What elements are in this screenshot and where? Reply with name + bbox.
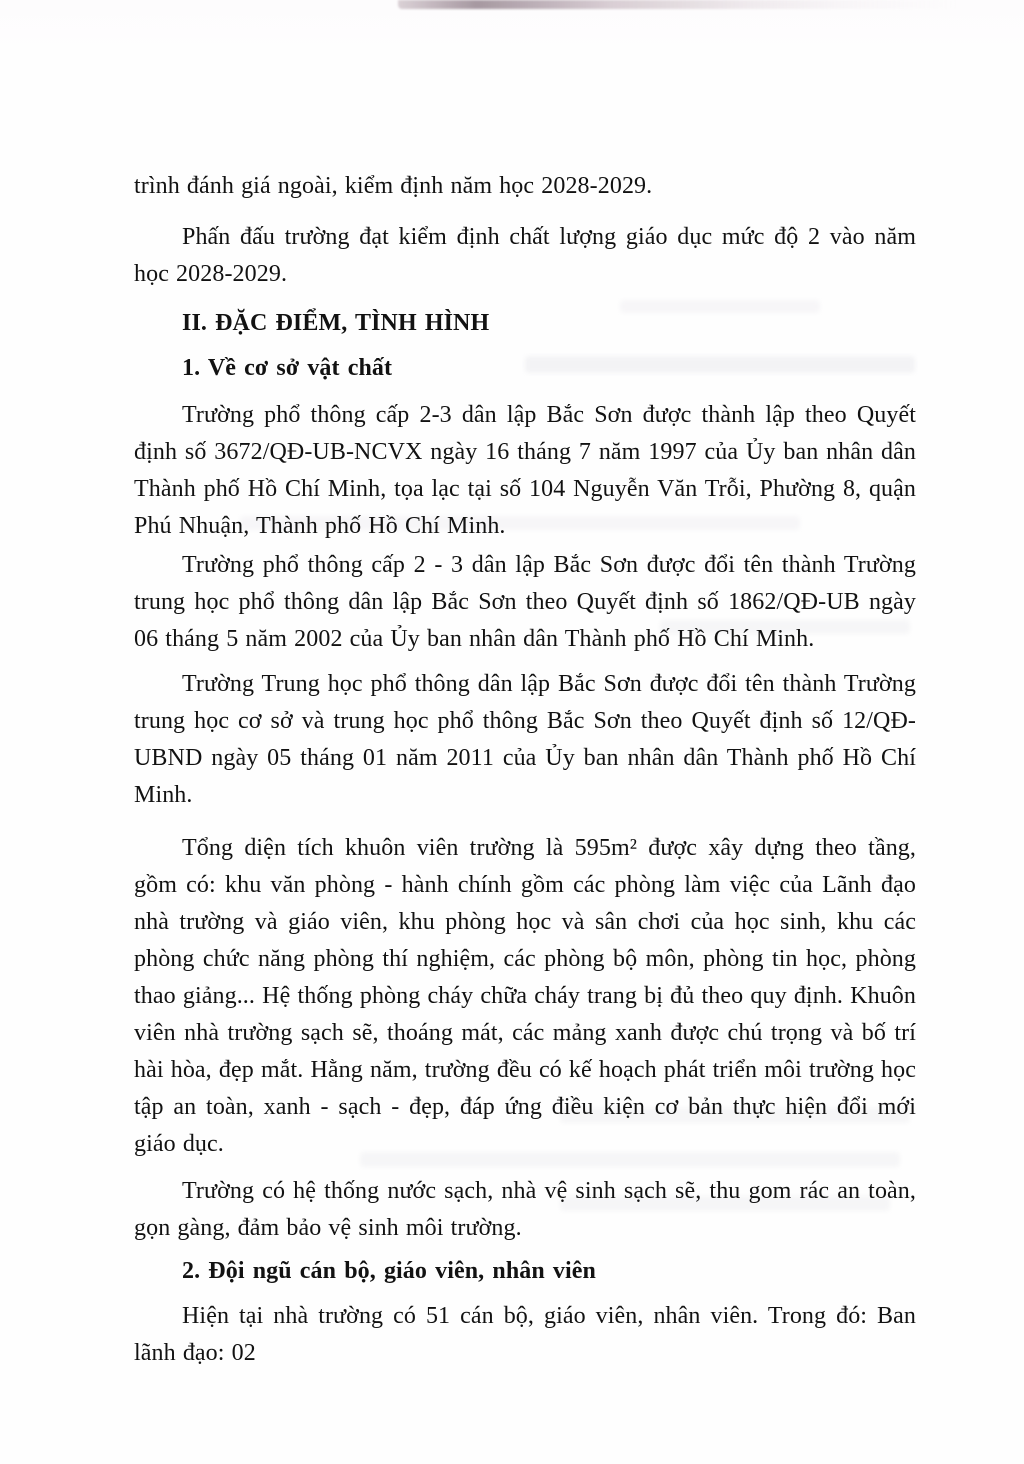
- paragraph-doi-ten-2011: Trường Trung học phổ thông dân lập Bắc Sơn được đổi tên thành Trường trung học cơ sở và trung học phổ thông Bắc Sơn theo Quyết định số 12/QĐ-UBND ngày 05 tháng 01 năm 2011 của Ủy ban nhân dân Thành phố Hồ Chí Minh.: [134, 671, 916, 808]
- paragraph-thanh-lap-1997: Trường phổ thông cấp 2-3 dân lập Bắc Sơn được thành lập theo Quyết định số 3672/QĐ-UB-NCVX ngày 16 tháng 7 năm 1997 của Ủy ban nhân dân Thành phố Hồ Chí Minh, tọa lạc tại số 104 Nguyễn Văn Trỗi, Phường 8, quận Phú Nhuận, Thành phố Hồ Chí Minh.: [134, 402, 916, 539]
- paragraph-dien-tich-khuon-vien: Tổng diện tích khuôn viên trường là 595m² được xây dựng theo tầng, gồm có: khu văn phòng - hành chính gồm các phòng làm việc của Lãnh đạo nhà trường và giáo viên, khu phòng học và sân chơi của học sinh, khu các phòng chức năng phòng thí nghiệm, các phòng bộ môn, phòng tin học, phòng thao giảng... Hệ thống phòng cháy chữa cháy trang bị đủ theo quy định. Khuôn viên nhà trường sạch sẽ, thoáng mát, các mảng xanh được chú trọng và bố trí hài hòa, đẹp mắt. Hằng năm, trường đều có kế hoạch phát triển môi trường học tập an toàn, xanh - sạch - đẹp, đáp ứng điều kiện cơ bản thực hiện đổi mới giáo dục.: [134, 835, 916, 1157]
- scan-artifact-top-edge: [398, 0, 958, 9]
- section-heading-ii-dac-diem-tinh-hinh: II. ĐẶC ĐIỂM, TÌNH HÌNH: [182, 310, 490, 336]
- document-body-text: [134, 168, 916, 1372]
- paragraph-doi-ten-2002: Trường phổ thông cấp 2 - 3 dân lập Bắc Sơn được đổi tên thành Trường trung học phổ thông dân lập Bắc Sơn theo Quyết định số 1862/QĐ-UB ngày 06 tháng 5 năm 2002 của Ủy ban nhân dân Thành phố Hồ Chí Minh.: [134, 552, 916, 652]
- paragraph-phan-dau: Phấn đấu trường đạt kiểm định chất lượng giáo dục mức độ 2 vào năm học 2028-2029.: [134, 224, 916, 287]
- paragraph-continuation: trình đánh giá ngoài, kiểm định năm học 2028-2029.: [134, 173, 653, 199]
- paragraph-doi-ngu-51-can-bo: Hiện tại nhà trường có 51 cán bộ, giáo viên, nhân viên. Trong đó: Ban lãnh đạo: 02: [134, 1303, 916, 1366]
- paragraph-nuoc-sach-ve-sinh: Trường có hệ thống nước sạch, nhà vệ sinh sạch sẽ, thu gom rác an toàn, gọn gàng, đảm bảo vệ sinh môi trường.: [134, 1178, 916, 1241]
- subsection-heading-2-doi-ngu: 2. Đội ngũ cán bộ, giáo viên, nhân viên: [182, 1258, 596, 1284]
- subsection-heading-1-co-so-vat-chat: 1. Về cơ sở vật chất: [182, 355, 393, 381]
